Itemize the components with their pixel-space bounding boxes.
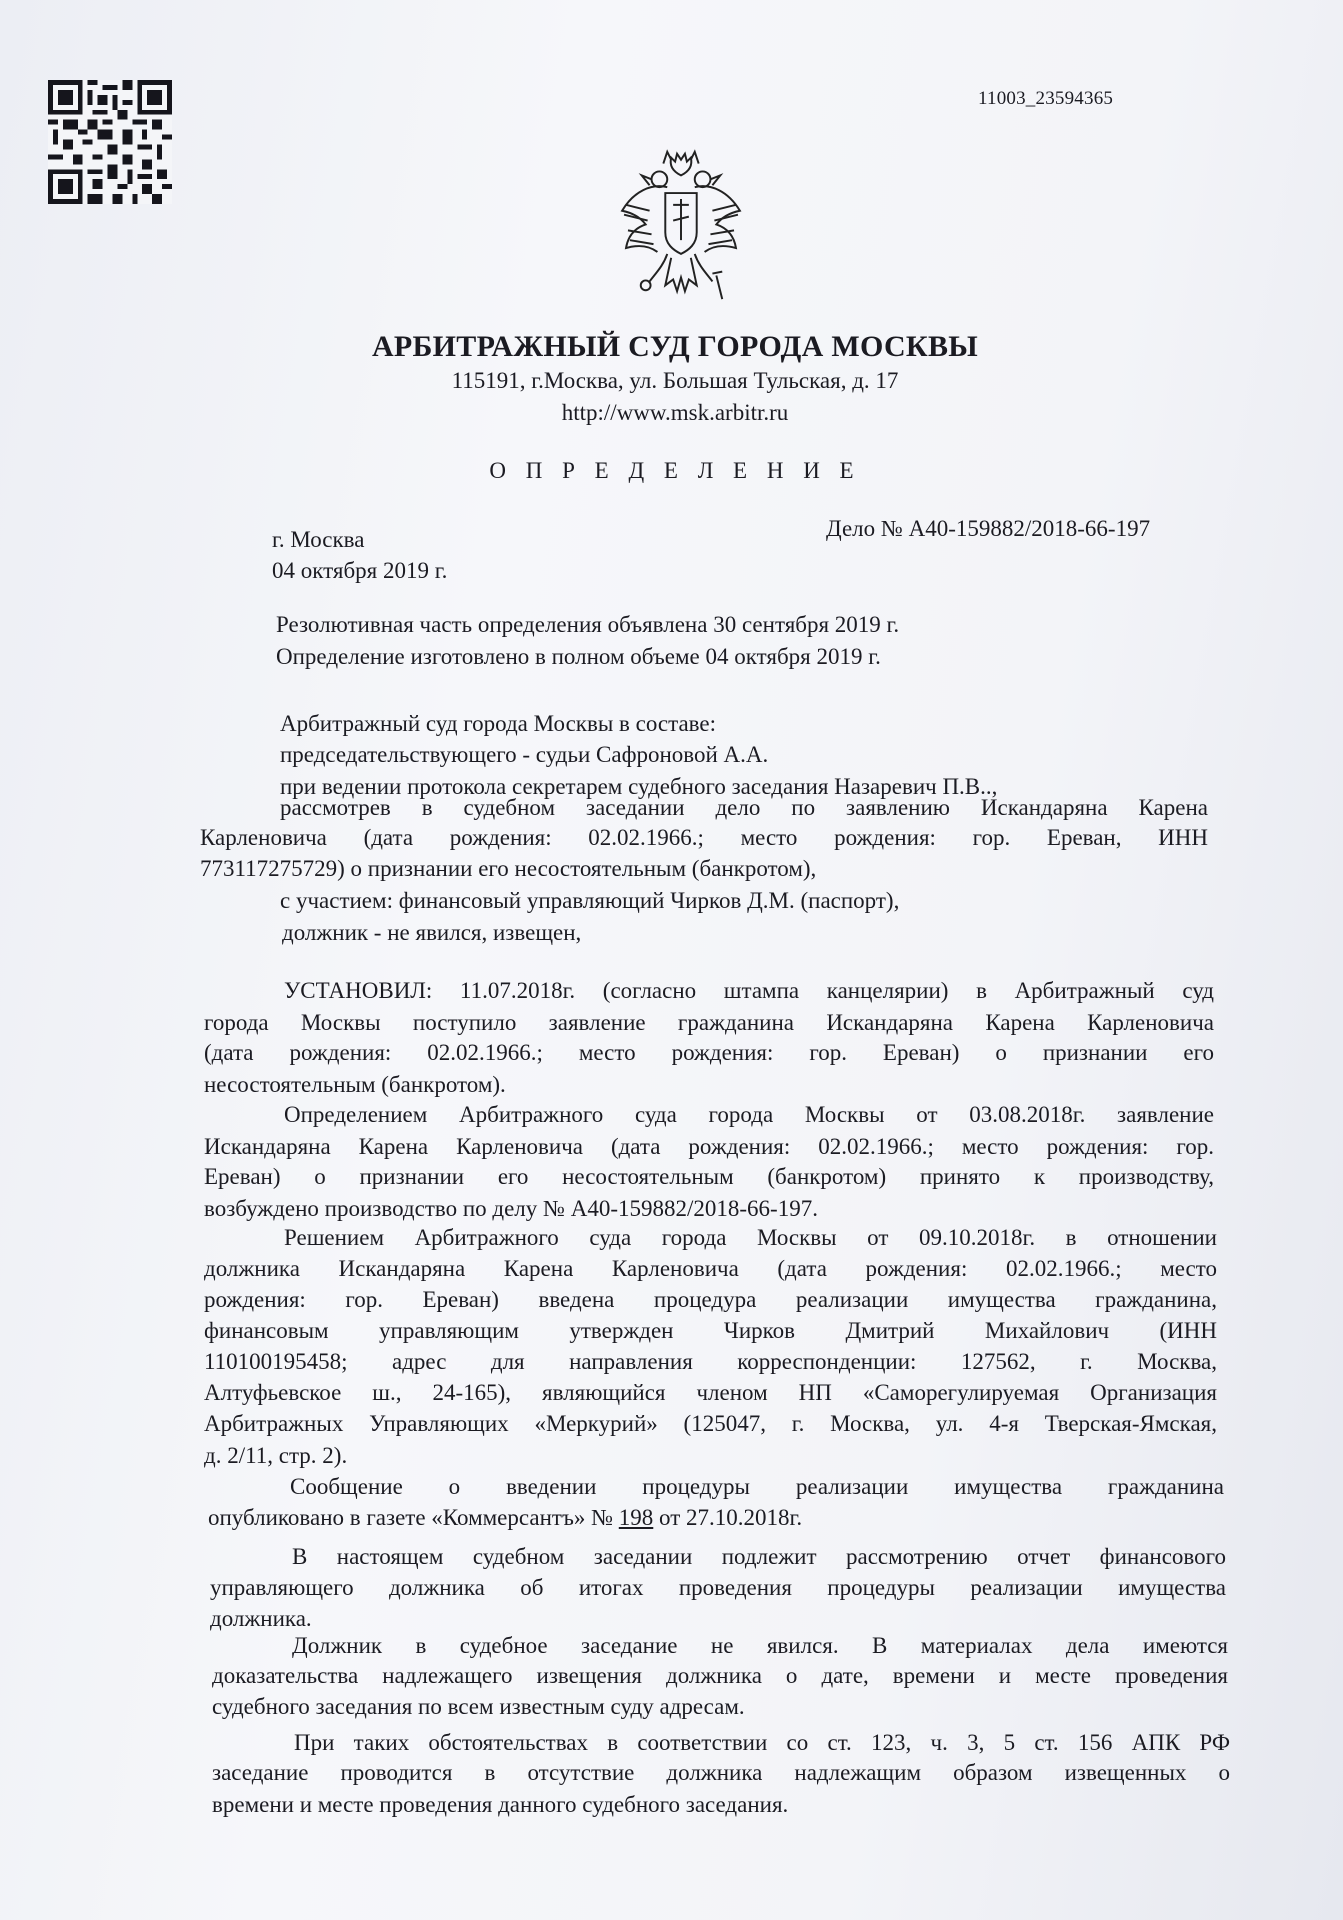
paragraph-line: 773117275729) о признании его несостоятельным (банкротом), [200,856,817,881]
issue-number: 198 [618,1505,654,1530]
paragraph-line: возбуждено производство по делу № А40-159882/2018-66-197. [204,1196,818,1221]
paragraph-line: Карленовича (дата рождения: 02.02.1966.; место рождения: гор. Ереван, ИНН [200,825,1208,850]
paragraph-line: Сообщение о введении процедуры реализации имущества гражданина [290,1474,1224,1499]
document-title: О П Р Е Д Е Л Е Н И Е [489,458,861,483]
paragraph-line: УСТАНОВИЛ: 11.07.2018г. (согласно штампа канцелярии) в Арбитражный суд [284,978,1214,1003]
case-number: Дело № А40-159882/2018-66-197 [826,516,1151,541]
paragraph-line: доказательства надлежащего извещения должника о дате, времени и месте проведения [212,1663,1228,1688]
paragraph-line: (дата рождения: 02.02.1966.; место рождения: гор. Ереван) о признании его [204,1040,1214,1065]
coat-of-arms-icon [612,142,750,304]
paragraph-line: Арбитражный суд города Москвы в составе: [280,711,717,736]
paragraph-line: При таких обстоятельствах в соответствии со ст. 123, ч. 3, 5 ст. 156 АПК РФ [294,1730,1230,1755]
paragraph-line: Определением Арбитражного суда города Москвы от 03.08.2018г. заявление [284,1102,1214,1127]
court-address: 115191, г.Москва, ул. Большая Тульская, д. 17 [451,368,899,393]
paragraph-line: должника Искандаряна Карена Карленовича (дата рождения: 02.02.1966.; место [204,1256,1217,1281]
court-name: АРБИТРАЖНЫЙ СУД ГОРОДА МОСКВЫ [371,330,979,363]
paragraph-line: рождения: гор. Ереван) введена процедура реализации имущества гражданина, [204,1287,1217,1312]
paragraph-line: Искандаряна Карена Карленовича (дата рождения: 02.02.1966.; место рождения: гор. [204,1134,1214,1159]
document-number: 11003_23594365 [978,88,1114,109]
paragraph-line [208,1505,802,1531]
publication-text: опубликовано в газете «Коммерсантъ» № [208,1505,614,1530]
court-website: http://www.msk.arbitr.ru [561,400,789,425]
paragraph-line: председательствующего - судьи Сафроновой А.А. [280,742,769,767]
paragraph-line: Решением Арбитражного суда города Москвы от 09.10.2018г. в отношении [284,1225,1217,1250]
paragraph-line: Ереван) о признании его несостоятельным (банкротом) принято к производству, [204,1164,1214,1189]
paragraph-line: при ведении протокола секретарем судебного заседания Назаревич П.В.., [280,774,998,799]
decision-date: 04 октября 2019 г. [272,558,448,583]
paragraph-line: управляющего должника об итогах проведения процедуры реализации имущества [210,1575,1226,1600]
paragraph-line: с участием: финансовый управляющий Чирков Д.М. (паспорт), [280,888,900,913]
paragraph-line: должник - не явился, извещен, [282,920,582,945]
paragraph-line: должника. [210,1606,312,1631]
paragraph-line: времени и месте проведения данного судебного заседания. [212,1792,789,1817]
paragraph-line: 110100195458; адрес для направления корреспонденции: 127562, г. Москва, [204,1349,1217,1374]
full-text-line: Определение изготовлено в полном объеме 04 октября 2019 г. [276,644,881,669]
city: г. Москва [272,527,365,552]
paragraph-line: рассмотрев в судебном заседании дело по заявлению Искандаряна Карена [280,795,1208,820]
paragraph-line: Должник в судебное заседание не явился. В материалах дела имеются [292,1633,1228,1658]
resolution-line: Резолютивная часть определения объявлена 30 сентября 2019 г. [276,612,900,637]
paragraph-line: Арбитражных Управляющих «Меркурий» (125047, г. Москва, ул. 4-я Тверская-Ямская, [204,1411,1217,1436]
publication-date: от 27.10.2018г. [659,1505,803,1530]
paragraph-line: д. 2/11, стр. 2). [204,1443,348,1468]
paragraph-line: Алтуфьевское ш., 24-165), являющийся членом НП «Саморегулируемая Организация [204,1380,1217,1405]
paragraph-line: несостоятельным (банкротом). [204,1072,506,1097]
paragraph-line: города Москвы поступило заявление гражданина Искандаряна Карена Карленовича [204,1010,1214,1035]
paragraph-line: В настоящем судебном заседании подлежит рассмотрению отчет финансового [292,1544,1226,1569]
paragraph-line: судебного заседания по всем известным суду адресам. [212,1694,745,1719]
paragraph-line: заседание проводится в отсутствие должника надлежащим образом извещенных о [212,1760,1230,1785]
qr-code [48,80,172,204]
paragraph-line: финансовым управляющим утвержден Чирков Дмитрий Михайлович (ИНН [204,1318,1217,1343]
